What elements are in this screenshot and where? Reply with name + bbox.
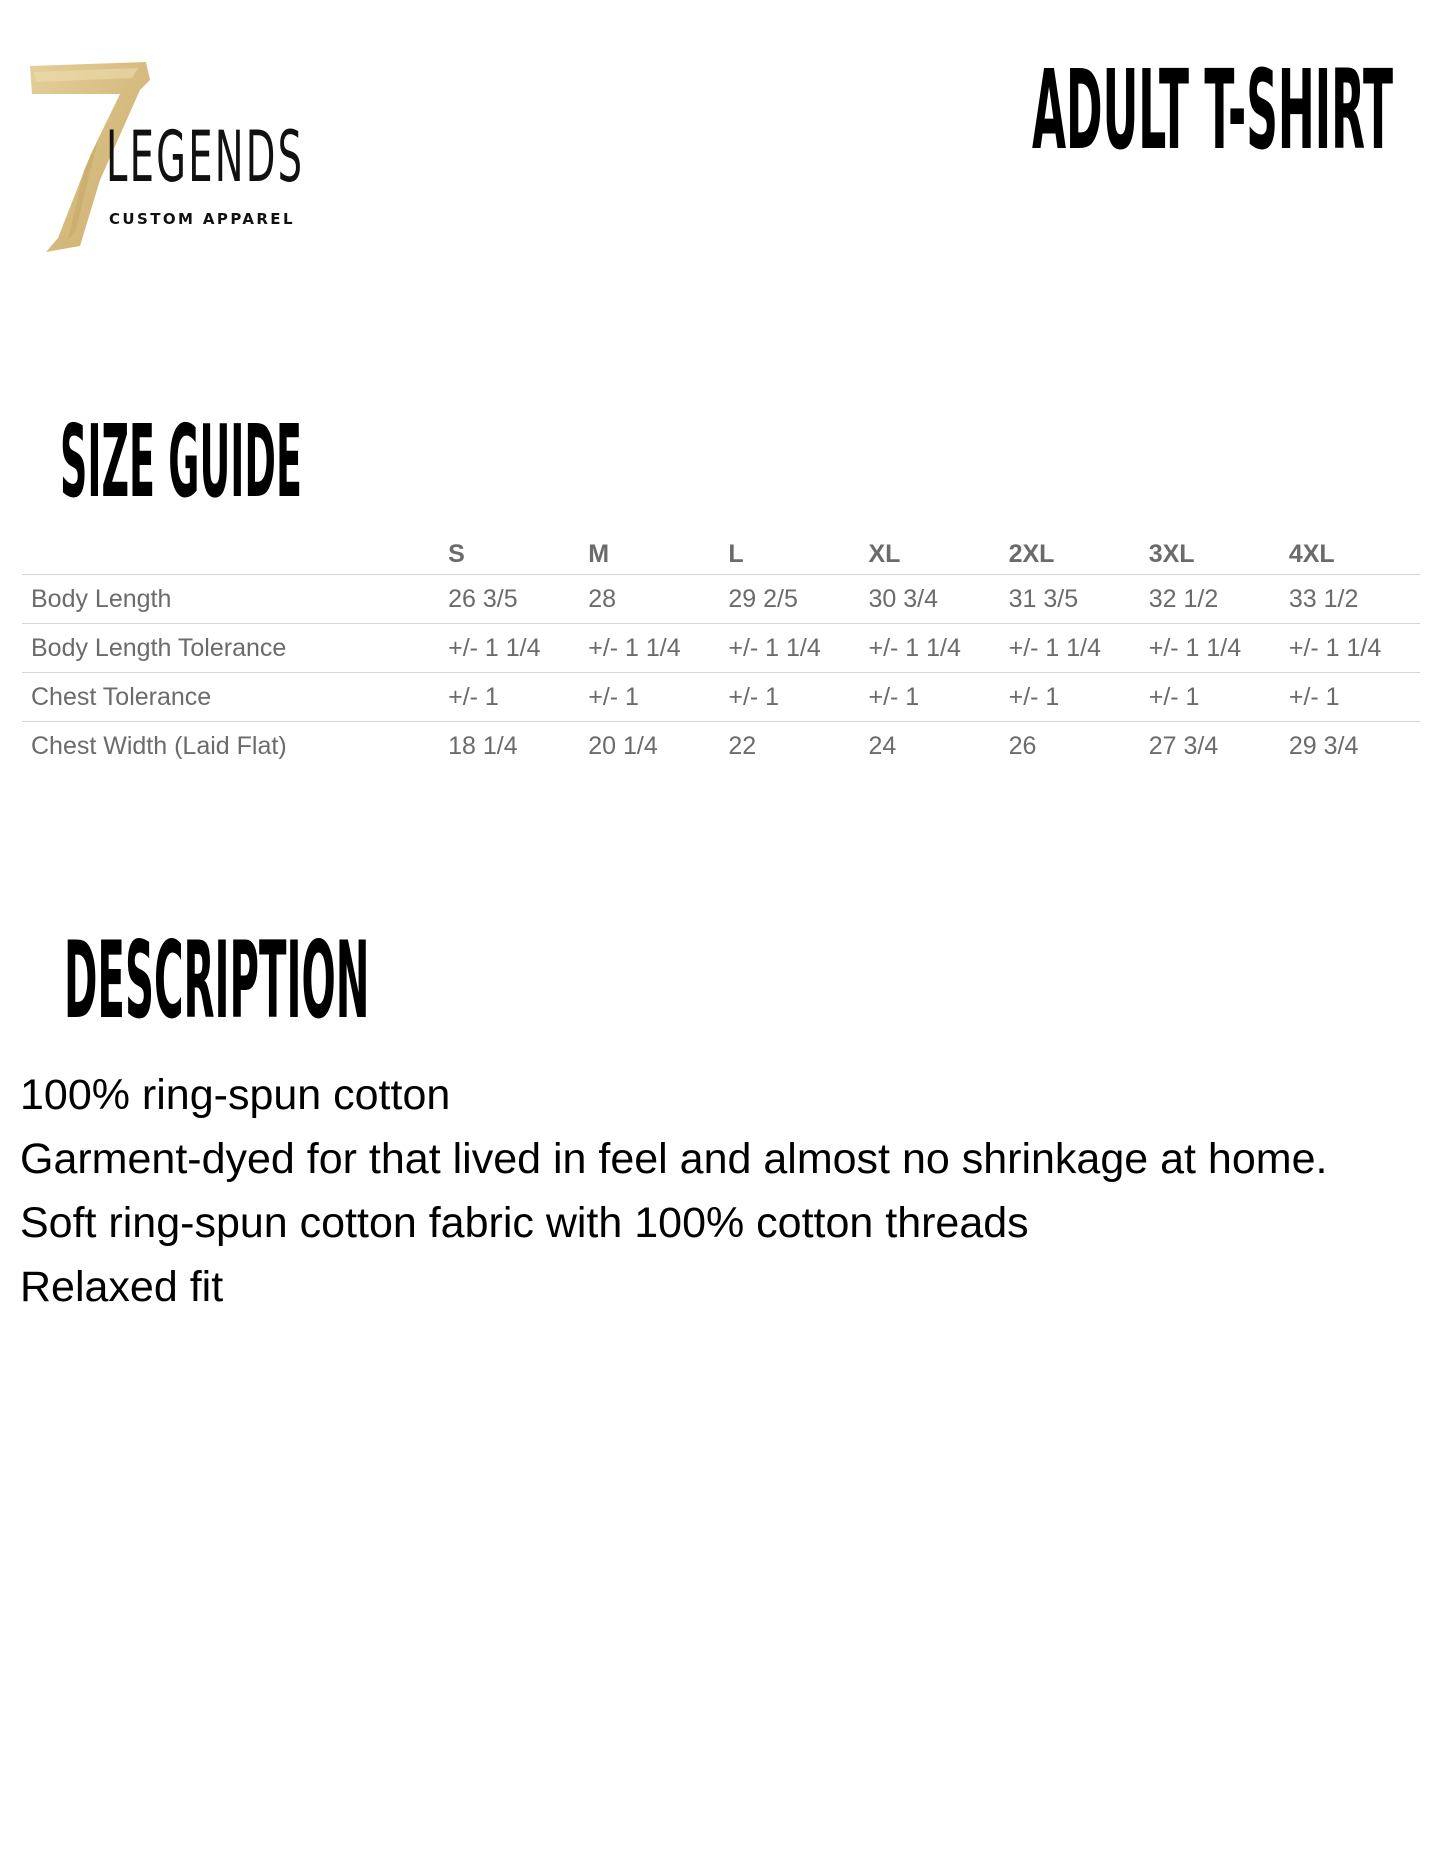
table-cell: +/- 1 1/4 (1280, 624, 1420, 673)
size-header-cell: M (579, 534, 719, 575)
table-cell: 29 3/4 (1288, 731, 1359, 760)
table-cell: +/- 1 (1140, 673, 1280, 722)
table-cell: 20 1/4 (588, 731, 658, 760)
table-cell: 28 (579, 575, 719, 624)
size-header-empty (22, 534, 439, 575)
row-label: Chest Width (Laid Flat) (31, 731, 287, 760)
table-cell: 30 3/4 (859, 575, 999, 624)
size-header-cell: XL (859, 534, 999, 575)
description-line: Garment-dyed for that lived in feel and almost no shrinkage at home. (20, 1135, 1328, 1183)
table-cell: +/- 1 (859, 673, 999, 722)
table-cell: 26 3/5 (439, 575, 579, 624)
table-cell: +/- 1 (719, 673, 859, 722)
table-cell: 26 (1008, 731, 1037, 760)
size-header-cell: L (719, 534, 859, 575)
size-header-cell: 4XL (1280, 534, 1420, 575)
table-cell: +/- 1 1/4 (579, 624, 719, 673)
table-cell: +/- 1 1/4 (859, 624, 999, 673)
table-row (22, 624, 1420, 673)
table-cell: +/- 1 (439, 673, 579, 722)
table-cell: 29 2/5 (719, 575, 859, 624)
table-cell: +/- 1 (579, 673, 719, 722)
table-cell: +/- 1 (1000, 673, 1140, 722)
table-row (22, 575, 1420, 624)
table-row (22, 673, 1420, 722)
table-row (22, 722, 1420, 771)
size-guide-heading: SIZE GUIDE (60, 403, 302, 520)
table-cell: 24 (868, 731, 897, 760)
description-line: 100% ring-spun cotton (20, 1071, 451, 1119)
row-label: Body Length Tolerance (22, 624, 439, 673)
page-title: ADULT T-SHIRT (1032, 46, 1394, 174)
table-cell: +/- 1 1/4 (719, 624, 859, 673)
logo-tagline: CUSTOM APPAREL (109, 210, 295, 228)
description-list (20, 1063, 1327, 1319)
size-header-row (22, 534, 1420, 575)
logo-wordmark: LEGENDS (106, 116, 305, 198)
size-table (22, 534, 1420, 770)
table-cell: +/- 1 1/4 (1000, 624, 1140, 673)
table-cell: 31 3/5 (1000, 575, 1140, 624)
size-header-cell: 3XL (1140, 534, 1280, 575)
table-cell: +/- 1 1/4 (439, 624, 579, 673)
brand-logo (28, 60, 308, 255)
table-cell: 22 (728, 731, 757, 760)
description-line: Relaxed fit (20, 1263, 224, 1311)
size-header-cell: 2XL (1000, 534, 1140, 575)
row-label: Chest Tolerance (22, 673, 439, 722)
description-line: Soft ring-spun cotton fabric with 100% cotton threads (20, 1199, 1029, 1247)
table-cell: 18 1/4 (448, 731, 518, 760)
description-heading: DESCRIPTION (64, 919, 370, 1042)
table-cell: +/- 1 1/4 (1140, 624, 1280, 673)
size-header-cell: S (439, 534, 579, 575)
table-cell: 33 1/2 (1280, 575, 1420, 624)
row-label: Body Length (22, 575, 439, 624)
table-cell: +/- 1 (1280, 673, 1420, 722)
table-cell: 27 3/4 (1148, 731, 1219, 760)
table-cell: 32 1/2 (1140, 575, 1280, 624)
